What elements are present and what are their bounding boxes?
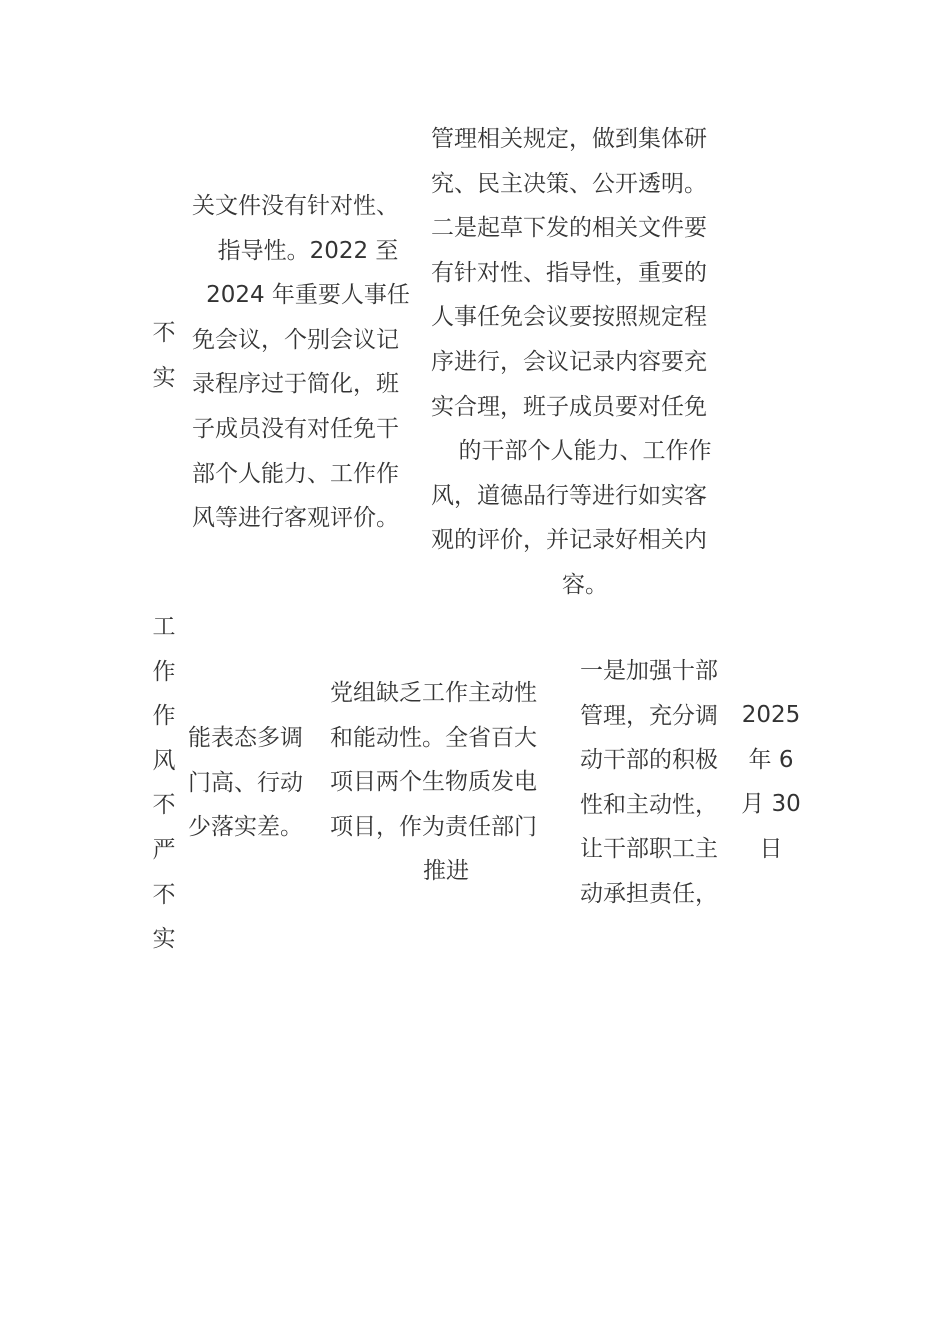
text-line: 严 bbox=[152, 836, 176, 863]
text-line: 观的评价，并记录好相关内 bbox=[431, 527, 707, 554]
text-line: 让干部职工主 bbox=[580, 836, 718, 863]
text-line: 免会议，个别会议记 bbox=[192, 326, 399, 353]
text-line: 风，道德品行等进行如实客 bbox=[431, 482, 707, 509]
text-line: 关文件没有针对性、 bbox=[192, 193, 399, 219]
text-line: 项目两个生物质发电 bbox=[330, 769, 537, 796]
text-line: 人事任免会议要按照规定程 bbox=[431, 304, 707, 331]
text-line: 实合理，班子成员要对任免 bbox=[431, 393, 707, 420]
text-line: 子成员没有对任免干 bbox=[192, 415, 399, 442]
text-line: 推进 bbox=[423, 858, 469, 885]
row2-measures-cell bbox=[580, 649, 736, 917]
text-line: 的干部个人能力、工作作 bbox=[458, 438, 712, 465]
text-line: 日 bbox=[759, 835, 783, 862]
text-line: 管理相关规定，做到集体研 bbox=[431, 126, 707, 152]
text-line: 不 bbox=[152, 881, 176, 908]
text-line: 项目，作为责任部门 bbox=[330, 813, 537, 840]
row1-category-cell bbox=[140, 311, 188, 400]
text-line: 不 bbox=[152, 320, 176, 346]
text-line: 2025 bbox=[741, 702, 801, 728]
text-line: 少落实差。 bbox=[188, 814, 303, 841]
text-line: 作 bbox=[152, 703, 176, 730]
text-line: 实 bbox=[152, 926, 176, 953]
text-line: 和能动性。全省百大 bbox=[330, 724, 537, 751]
text-line: 动干部的积极 bbox=[580, 747, 718, 774]
text-line: 实 bbox=[152, 364, 176, 391]
text-line: 风 bbox=[152, 747, 176, 774]
row1-problem-cell bbox=[192, 184, 424, 541]
text-line: 究、民主决策、公开透明。 bbox=[431, 170, 707, 197]
row1-measures-cell bbox=[431, 117, 739, 608]
text-line: 序进行，会议记录内容要充 bbox=[431, 348, 707, 375]
text-line: 管理，充分调 bbox=[580, 702, 718, 729]
text-line: 动承担责任， bbox=[580, 880, 718, 907]
text-line: 不 bbox=[152, 792, 176, 819]
text-line: 年 6 bbox=[748, 746, 794, 773]
row2-category-cell bbox=[140, 605, 188, 962]
text-line: 月 30 bbox=[741, 791, 801, 818]
row2-problem-cell bbox=[188, 716, 320, 850]
text-line: 作 bbox=[152, 658, 176, 685]
text-line: 容。 bbox=[562, 571, 608, 598]
text-line: 门高、行动 bbox=[188, 769, 303, 796]
text-line: 录程序过于简化，班 bbox=[192, 371, 399, 398]
text-line: 工 bbox=[152, 614, 176, 640]
text-line: 部个人能力、工作作 bbox=[192, 460, 399, 487]
text-line: 二是起草下发的相关文件要 bbox=[431, 215, 707, 242]
text-line: 2024 年重要人事任 bbox=[206, 282, 410, 309]
text-line: 风等进行客观评价。 bbox=[192, 505, 399, 532]
row2-deadline-cell bbox=[736, 693, 806, 871]
text-line: 有针对性、指导性，重要的 bbox=[431, 259, 707, 286]
text-line: 一是加强十部 bbox=[580, 658, 718, 684]
text-line: 党组缺乏工作主动性 bbox=[330, 680, 537, 706]
row2-cause-cell bbox=[330, 671, 562, 894]
text-line: 性和主动性， bbox=[580, 791, 718, 818]
text-line: 能表态多调 bbox=[188, 725, 303, 751]
text-line: 指导性。2022 至 bbox=[217, 237, 399, 264]
